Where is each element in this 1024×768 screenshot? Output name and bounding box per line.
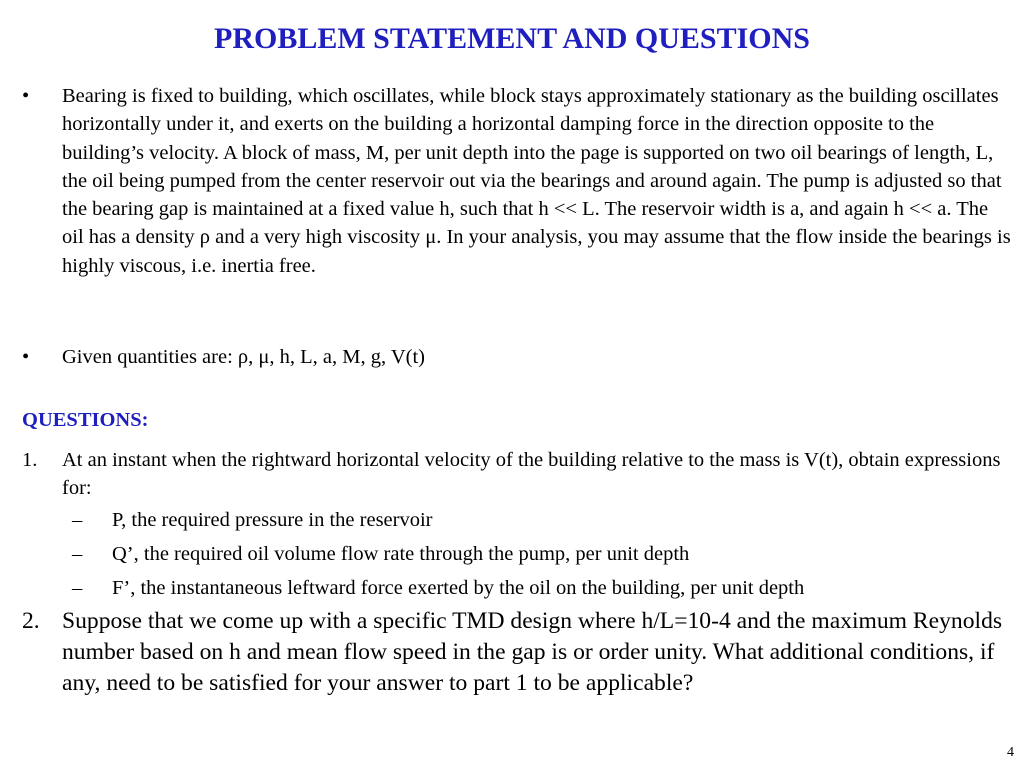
bullet-item: [22, 343, 1012, 371]
question-item: [22, 446, 1012, 503]
question-text: At an instant when the rightward horizontal velocity of the building relative to the mass is V(t), obtain expressions for:: [62, 449, 1001, 500]
sub-item-marker: –: [72, 509, 83, 531]
bullet-text: Bearing is fixed to building, which oscillates, while block stays approximately stationary as the building oscillates horizontally under it, and exerts on the building a horizontal damping force in the direction opposite to the building’s velocity. A block of mass, M, per unit depth into the page is supported on two oil bearings of length, L, the oil being pumped from the center reservoir out via the bearings and around again. The pump is adjusted so that the bearing gap is maintained at a fixed value h, such that h << L. The reservoir width is a, and again h << a. The oil has a density ρ and a very high viscosity μ. In your analysis, you may assume that the flow inside the bearings is highly viscous, i.e. inertia free.: [62, 85, 1011, 277]
questions-heading: QUESTIONS:: [22, 409, 149, 431]
sub-item-text: P, the required pressure in the reservoir: [112, 509, 433, 531]
sub-item-text: F’, the instantaneous leftward force exerted by the oil on the building, per unit depth: [112, 577, 805, 599]
sub-item-marker: –: [72, 577, 83, 599]
sub-item: [72, 540, 1002, 568]
question-text: Suppose that we come up with a specific TMD design where h/L=10-4 and the maximum Reynolds number based on h and mean flow speed in the gap is or order unity. What additional conditions, if any, need to be satisfied for your answer to part 1 to be applicable?: [62, 608, 1003, 696]
bullet-marker: •: [22, 346, 30, 368]
question-item: [22, 606, 1012, 699]
sub-item-marker: –: [72, 543, 83, 565]
sub-item-text: Q’, the required oil volume flow rate through the pump, per unit depth: [112, 543, 690, 565]
bullet-item: [22, 82, 1012, 280]
bullet-marker: •: [22, 85, 30, 107]
question-number: 1.: [22, 449, 38, 471]
question-number: 2.: [22, 608, 40, 634]
page-number: 4: [1007, 745, 1014, 760]
sub-item: [72, 506, 1002, 534]
bullet-text: Given quantities are: ρ, μ, h, L, a, M, g, V(t): [62, 346, 426, 368]
sub-item: [72, 574, 1002, 602]
page-title: PROBLEM STATEMENT AND QUESTIONS: [214, 22, 810, 55]
